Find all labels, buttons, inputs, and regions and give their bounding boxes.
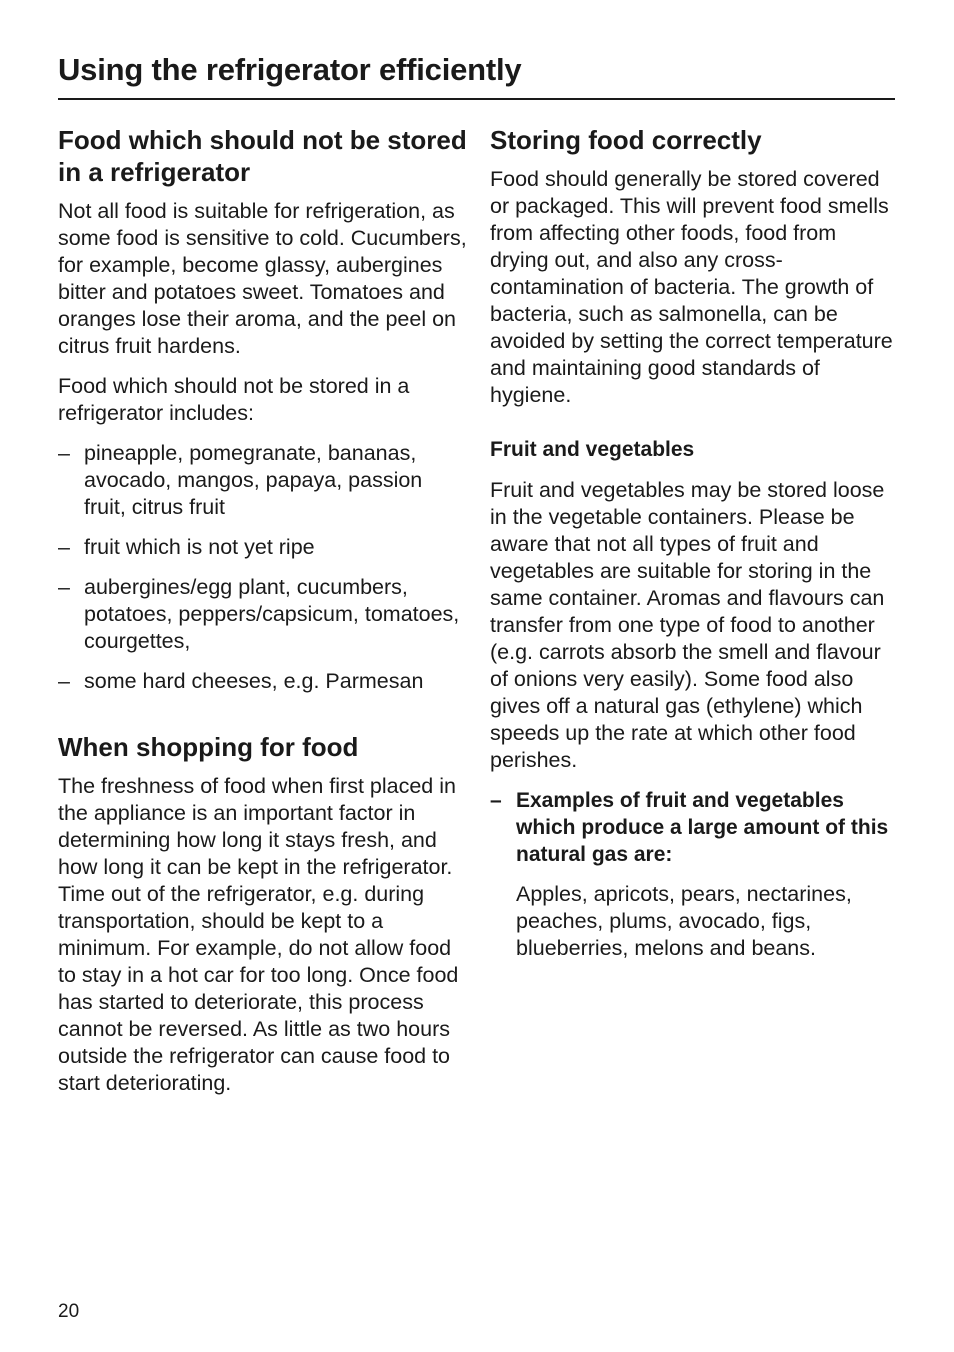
page-number: 20 [58, 1301, 80, 1322]
list-item [58, 534, 468, 561]
right-column [490, 124, 894, 975]
paragraph-storing: Food should generally be stored covered or packaged. This will prevent food smells from affecting other foods, food from drying out, and also any cross-contamination of bacteria. The growth of bacteria, such as salmonella, can be avoided by setting the correct temperature and maintaining good standards of hygiene. [490, 167, 893, 407]
dash-bullet: – [58, 669, 70, 693]
dash-bullet: – [58, 575, 70, 599]
spacer [490, 422, 894, 436]
paragraph-includes: Food which should not be stored in a refrigerator includes: [58, 374, 410, 425]
not-stored-list [58, 440, 468, 695]
dash-bullet: – [58, 441, 70, 465]
subheading-fruit-vegetables: Fruit and vegetables [490, 438, 695, 461]
ethylene-examples-text: Examples of fruit and vegetables which produce a large amount of this natural gas are: [516, 789, 889, 866]
list-item-text: fruit which is not yet ripe [84, 535, 315, 559]
ethylene-examples-list: Apples, apricots, pears, nectarines, peaches, plums, avocado, figs, blueberries, melons and beans. [516, 882, 852, 960]
spacer [58, 713, 468, 731]
list-item-text: some hard cheeses, e.g. Parmesan [84, 669, 424, 693]
dash-bullet: – [58, 535, 70, 559]
paragraph-fruit-vegetables: Fruit and vegetables may be stored loose in the vegetable containers. Please be aware that not all types of fruit and vegetables are suitable for storing in the same container. Aromas and flavours can transfer from one type of food to another (e.g. carrots absorb the smell and flavour of onions very easily). Some food also gives off a natural gas (ethylene) which speeds up the rate at which other food perishes. [490, 478, 885, 772]
title-divider [58, 98, 895, 100]
section-heading-shopping: When shopping for food [58, 732, 359, 762]
paragraph-not-suitable: Not all food is suitable for refrigeration, as some food is sensitive to cold. Cucumbers, for example, become glassy, aubergines bitter and potatoes sweet. Tomatoes and oranges lose their aroma, and the peel on citrus fruit hardens. [58, 199, 467, 358]
list-item [58, 668, 468, 695]
list-item [58, 574, 468, 655]
list-item-text: aubergines/egg plant, cucumbers, potatoes, peppers/capsicum, tomatoes, courgettes, [84, 575, 460, 653]
list-item-text: pineapple, pomegranate, bananas, avocado, mangos, papaya, passion fruit, citrus fruit [84, 441, 423, 519]
section-heading-not-stored: Food which should not be stored in a refrigerator [58, 125, 467, 187]
list-item [58, 440, 468, 521]
ethylene-examples-item [490, 787, 894, 868]
paragraph-shopping: The freshness of food when first placed in the appliance is an important factor in determining how long it stays fresh, and how long it can be kept in the refrigerator. Time out of the refrigerator, e.g. during transportation, should be kept to a minimum. For example, do not allow food to stay in a hot car for too long. Once food has started to deteriorate, this process cannot be reversed. As little as two hours outside the refrigerator can cause food to start deteriorating. [58, 774, 459, 1095]
left-column [58, 124, 468, 1110]
dash-bullet: – [490, 789, 502, 812]
section-heading-storing: Storing food correctly [490, 125, 762, 155]
page-title: Using the refrigerator efficiently [58, 52, 522, 87]
